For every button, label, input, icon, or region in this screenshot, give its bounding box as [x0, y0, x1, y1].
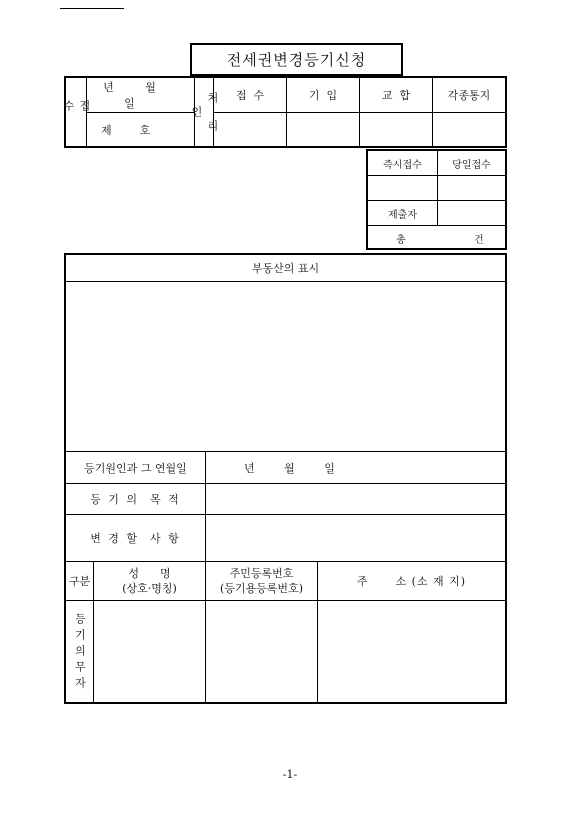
change-value-cell[interactable]: [206, 515, 505, 562]
party-type-header: [66, 562, 94, 601]
obligor-label-cell: [66, 601, 94, 702]
property-description-area[interactable]: [66, 282, 505, 452]
party-id-header: [206, 562, 318, 601]
total-unit: 건: [474, 235, 484, 246]
cause-label: 등기원인과 그 연월일: [84, 461, 187, 475]
col-notice-label: 각종통지: [447, 89, 491, 102]
page-number-text: -1-: [282, 767, 298, 781]
submitter-label-cell: [368, 201, 438, 226]
property-heading: 부동산의 표시: [251, 262, 320, 275]
party-name-header: [94, 562, 206, 601]
obligor-address-cell[interactable]: [318, 601, 505, 702]
sign-entry[interactable]: [287, 113, 360, 146]
change-label-cell: [66, 515, 206, 562]
number-cell[interactable]: [87, 113, 194, 146]
col-check: [360, 78, 433, 113]
change-label: 변 경 할 사 항: [90, 532, 181, 545]
purpose-value-cell[interactable]: [206, 484, 505, 515]
purpose-label-cell: [66, 484, 206, 515]
same-day-value[interactable]: [438, 176, 505, 201]
same-day-label-cell: [438, 151, 505, 176]
col-entry-label: 기 입: [308, 89, 338, 102]
reception-table: [64, 76, 507, 148]
processor-label-cell: [190, 78, 219, 146]
obligor-id-cell[interactable]: [206, 601, 318, 702]
total-cell[interactable]: [368, 226, 505, 248]
main-form: [64, 253, 507, 704]
top-rule: [60, 8, 124, 9]
page-number: [260, 766, 320, 782]
party-type-label: 구분: [68, 575, 91, 588]
party-name-sublabel: (상호·명칭): [122, 582, 177, 595]
receipt-label: 접 수: [62, 99, 91, 125]
date-label: 년 월 일: [103, 81, 170, 110]
col-check-label: 교 합: [381, 89, 411, 102]
date-cell[interactable]: [87, 78, 194, 113]
purpose-label: 등 기 의 목 적: [90, 493, 181, 506]
col-receipt-label: 접 수: [235, 89, 265, 102]
col-notice: [433, 78, 505, 113]
obligor-name-cell[interactable]: [94, 601, 206, 702]
party-address-header: [318, 562, 505, 601]
col-receipt: [214, 78, 287, 113]
number-label: 제 호: [101, 123, 151, 137]
immediate-label-cell: [368, 151, 438, 176]
sign-check[interactable]: [360, 113, 433, 146]
immediate-label: 즉시접수: [383, 159, 422, 171]
col-entry: [287, 78, 360, 113]
total-label: 총: [396, 235, 406, 246]
receipt-label-cell: [62, 78, 91, 146]
party-id-sublabel: (등기용등록번호): [220, 582, 303, 595]
sign-notice[interactable]: [433, 113, 505, 146]
immediate-value[interactable]: [368, 176, 438, 201]
cause-value-cell[interactable]: [206, 452, 505, 484]
counter-table: [366, 149, 507, 250]
cause-label-cell: [66, 452, 206, 484]
submitter-label: 제출자: [388, 209, 417, 221]
property-heading-cell: [66, 255, 505, 282]
sign-receipt[interactable]: [214, 113, 287, 146]
same-day-label: 당일접수: [452, 159, 491, 171]
cause-value: 년 월 일: [244, 462, 337, 475]
document-title: [190, 43, 403, 76]
submitter-value[interactable]: [438, 201, 505, 226]
party-id-label: 주민등록번호: [229, 567, 294, 580]
obligor-label: 등기의무자: [73, 613, 87, 693]
party-address-label: 주 소 (소 재 지): [356, 575, 467, 588]
party-name-label: 성 명: [128, 567, 171, 580]
processor-label: 처 리 인: [190, 91, 219, 133]
title-text: 전세권변경등기신청: [226, 51, 367, 69]
